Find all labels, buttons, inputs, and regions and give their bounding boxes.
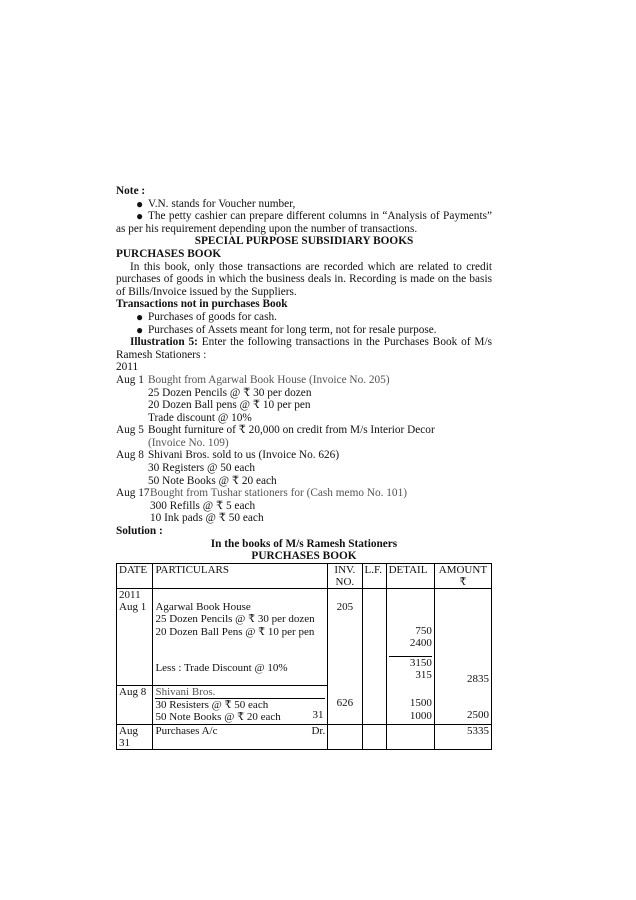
bullet-icon: ● — [136, 322, 144, 337]
not-in-heading: Transactions not in purchases Book — [116, 298, 288, 311]
header-amount: AMOUNT ₹ — [434, 563, 491, 588]
not-in-bullet-1: ● Purchases of goods for cash. — [136, 309, 277, 324]
not-in-bullet-2: ● Purchases of Assets meant for long term, not for resale purpose. — [136, 322, 437, 337]
table-title: PURCHASES BOOK — [251, 550, 357, 563]
purchases-book-table — [116, 563, 492, 750]
header-detail: DETAIL — [386, 563, 434, 588]
header-date: DATE — [117, 563, 153, 588]
transaction-3: Aug 8 Shivani Bros. sold to us (Invoice No. 626) 30 Registers @ 50 each 50 Note Books @ ₹ 20 each — [116, 449, 340, 487]
solution-label: Solution : — [116, 525, 163, 538]
header-lf: L.F. — [362, 563, 386, 588]
table-row: 2011 Aug 1 Agarwal Book House 25 Dozen Pencils @ ₹ 30 per dozen 20 Dozen Ball Pens @ ₹ 10 per pen Less : Trade Discount @ 10% 205 750 2400 3150 315 2835 — [117, 589, 492, 686]
note-bullet-2: ● The petty cashier can prepare different columns in “Analysis of Payments” as per his requirement depending upon the number of transactions. — [116, 209, 492, 235]
books-title: In the books of M/s Ramesh Stationers — [210, 537, 398, 550]
bullet-icon: ● — [136, 209, 144, 224]
year: 2011 — [116, 361, 139, 374]
page-content — [116, 185, 492, 750]
header-inv: INV. NO. — [328, 563, 362, 588]
section-title: SPECIAL PURPOSE SUBSIDIARY BOOKS — [194, 235, 414, 248]
purchases-heading: PURCHASES BOOK — [116, 247, 222, 260]
note-bullet-1: ● V.N. stands for Voucher number, — [136, 196, 296, 211]
transaction-2: Aug 5 Bought furniture of ₹ 20,000 on credit from M/s Interior Decor (Invoice No. 109) — [116, 424, 435, 449]
page-number: 31 — [312, 709, 324, 721]
illustration: Illustration 5: Enter the following transactions in the Purchases Book of M/s Ramesh Stationers : — [116, 336, 492, 361]
table-row: Aug 8 Shivani Bros. 30 Resisters @ ₹ 50 each 50 Note Books @ ₹ 20 each 626 1500 1000 2500 — [117, 685, 492, 724]
table-header-row — [117, 563, 492, 588]
transaction-4: Aug 17 Bought from Tushar stationers for (Cash memo No. 101) 300 Refills @ ₹ 5 each 10 Ink pads @ ₹ 50 each — [116, 487, 407, 525]
header-particulars: PARTICULARS — [153, 563, 328, 588]
purchases-intro: In this book, only those transactions are recorded which are related to credit purchases of goods in which the business deals in. Recording is made on the basis of Bills/Invoice issued by the Suppliers. — [116, 260, 492, 298]
bullet-icon: ● — [136, 196, 144, 211]
table-total-row: Aug 31 Purchases A/c Dr. 5335 — [117, 724, 492, 749]
bullet-icon: ● — [136, 309, 144, 324]
transaction-1: Aug 1 Bought from Agarwal Book House (Invoice No. 205) 25 Dozen Pencils @ ₹ 30 per dozen 20 Dozen Ball pens @ ₹ 10 per pen Trade discount @ 10% — [116, 373, 390, 424]
note-heading: Note : — [116, 185, 146, 197]
